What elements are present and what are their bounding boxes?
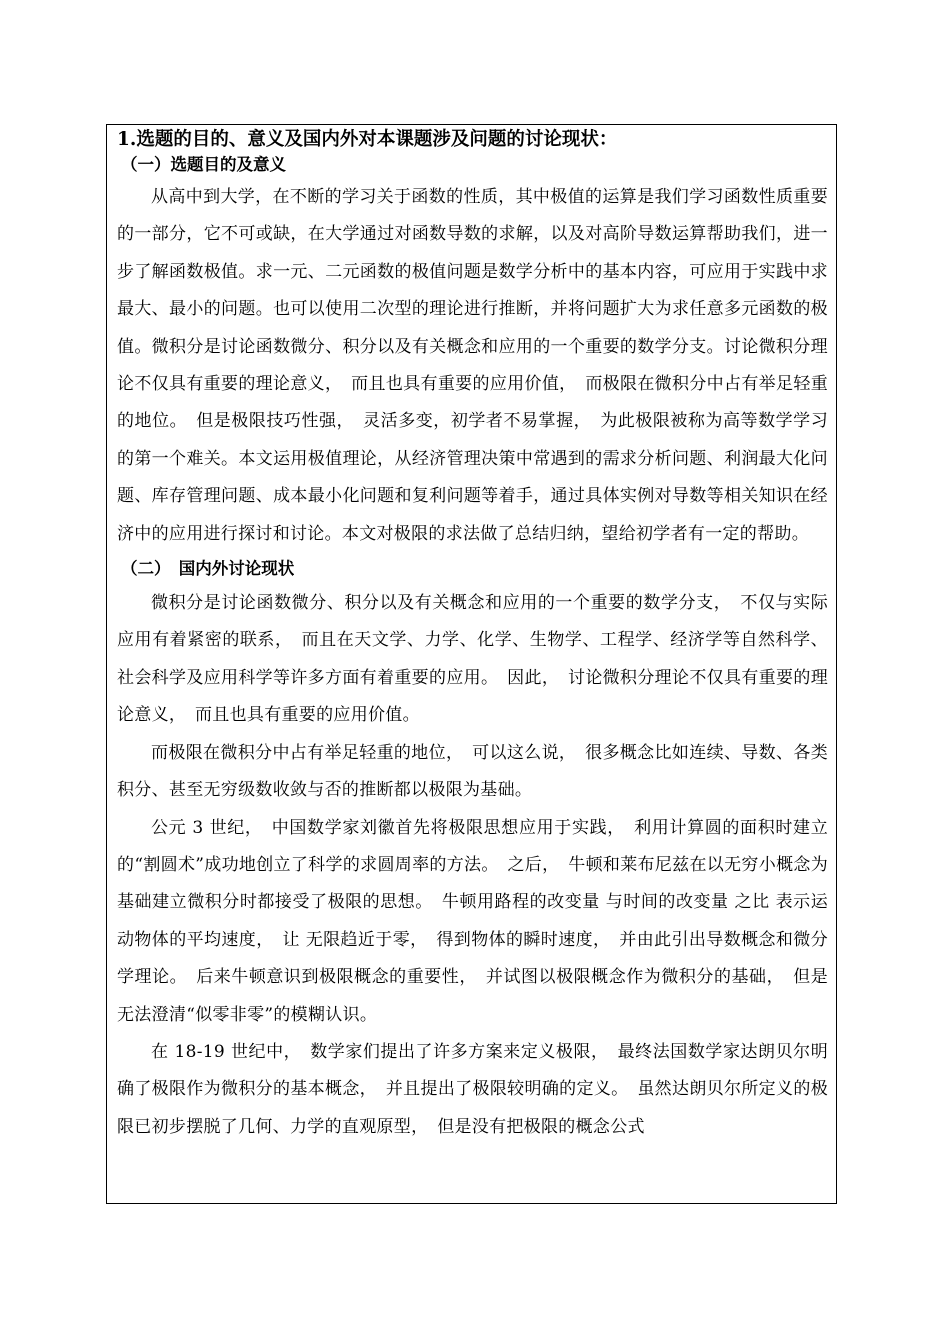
section-2-title: （二） 国内外讨论现状 (121, 559, 295, 579)
main-heading: 1.选题的目的、意义及国内外对本课题涉及问题的讨论现状： (117, 129, 618, 150)
section-1-paragraph: 从高中到大学，在不断的学习关于函数的性质，其中极值的运算是我们学习函数性质重要的一部分，它不可或缺，在大学通过对函数导数的求解，以及对高阶导数运算帮助我们，进一步了解函数极值。求一元、二元函数的极值问题是数学分析中的基本内容，可应用于实践中求最大、最小的问题。也可以使用二次型的理论进行推断，并将问题扩大为求任意多元函数的极值。微积分是讨论函数微分、积分以及有关概念和应用的一个重要的数学分支。讨论微积分理论不仅具有重要的理论意义， 而且也具有重要的应用价值， 而极限在微积分中占有举足轻重的地位。 但是极限技巧性强， 灵活多变，初学者不易掌握， 为此极限被称为高等数学学习的第一个难关。本文运用极值理论，从经济管理决策中常遇到的需求分析问题、利润最大化问题、库存管理问题、成本最小化问题和复利问题等着手，通过具体实例对导数等相关知识在经济中的应用进行探讨和讨论。本文对极限的求法做了总结归纳，望给初学者有一定的帮助。 (117, 187, 828, 544)
content-box (106, 124, 837, 1204)
section-1-title: （一）选题目的及意义 (121, 155, 286, 174)
section-2-paragraph-3: 公元 3 世纪， 中国数学家刘徽首先将极限思想应用于实践， 利用计算圆的面积时建立的“割圆术”成功地创立了科学的求圆周率的方法。 之后， 牛顿和莱布尼兹在以无穷小概念为基础建立微积分时都接受了极限的思想。 牛顿用路程的改变量 与时间的改变量 之比 表示运动物体的平均速度， 让 无限趋近于零， 得到物体的瞬时速度， 并由此引出导数概念和微分学理论。 后来牛顿意识到极限概念的重要性， 并试图以极限概念作为微积分的基础， 但是无法澄清“似零非零”的模糊认识。 (117, 817, 828, 1025)
section-2-paragraph-1: 微积分是讨论函数微分、积分以及有关概念和应用的一个重要的数学分支， 不仅与实际应用有着紧密的联系， 而且在天文学、力学、化学、生物学、工程学、经济学等自然科学、社会科学及应用科学等许多方面有着重要的应用。 因此， 讨论微积分理论不仅具有重要的理论意义， 而且也具有重要的应用价值。 (117, 593, 828, 726)
section-2-paragraph-2: 而极限在微积分中占有举足轻重的地位， 可以这么说， 很多概念比如连续、导数、各类积分、甚至无穷级数收敛与否的推断都以极限为基础。 (117, 742, 828, 801)
section-2-paragraph-4: 在 18-19 世纪中， 数学家们提出了许多方案来定义极限， 最终法国数学家达朗贝尔明确了极限作为微积分的基本概念， 并且提出了极限较明确的定义。 虽然达朗贝尔所定义的极限已初步摆脱了几何、力学的直观原型， 但是没有把极限的概念公式 (117, 1041, 828, 1137)
